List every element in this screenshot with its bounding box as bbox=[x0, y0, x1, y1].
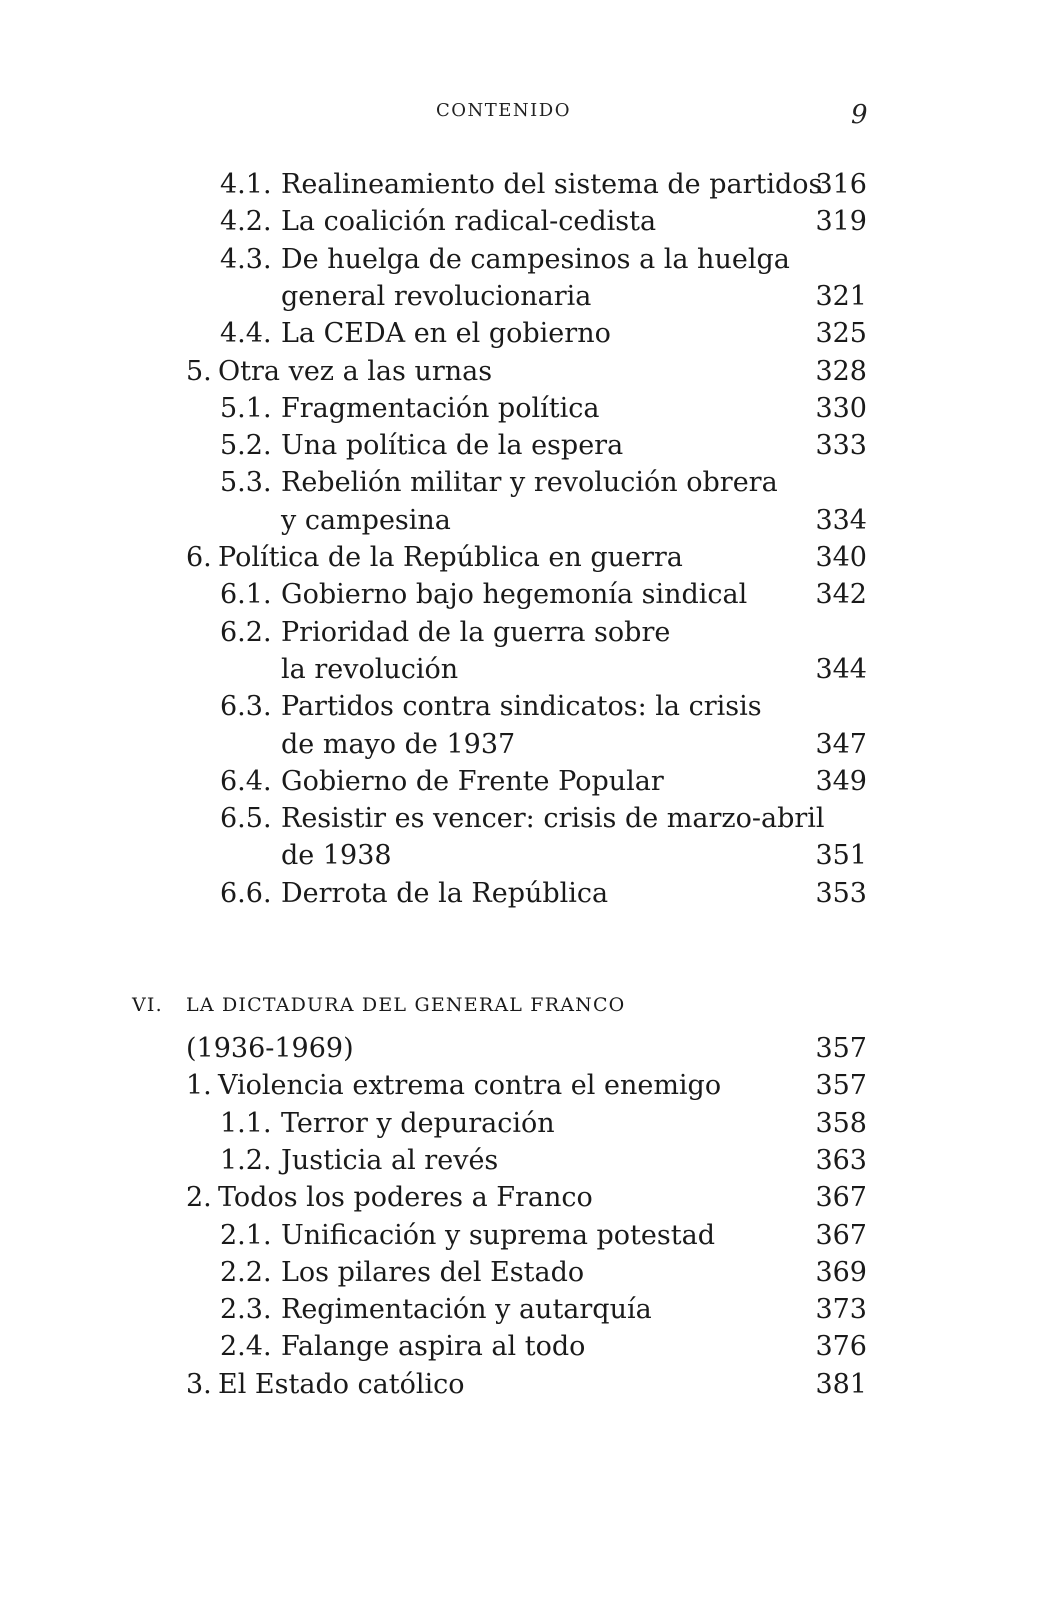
toc-entry-page: 367 bbox=[815, 1182, 867, 1214]
toc-entry-number: 1.1. bbox=[220, 1107, 272, 1139]
toc-entry-number: 2.3. bbox=[220, 1294, 272, 1326]
toc-entry-page: 344 bbox=[815, 653, 867, 685]
toc-entry bbox=[0, 726, 1045, 764]
toc-entry-title: El Estado católico bbox=[218, 1368, 465, 1400]
toc-entry bbox=[0, 1067, 1045, 1105]
toc-entry-page: 363 bbox=[815, 1144, 867, 1176]
toc-entry-page: 330 bbox=[815, 392, 867, 424]
toc-entry-title: Gobierno de Frente Popular bbox=[281, 765, 664, 797]
toc-entry bbox=[0, 837, 1045, 875]
toc-entry-number: 2.4. bbox=[220, 1331, 272, 1363]
toc-entry bbox=[0, 278, 1045, 316]
part-label: VI. bbox=[132, 994, 163, 1016]
toc-entry-page: 325 bbox=[815, 318, 867, 350]
toc-entry-title: de mayo de 1937 bbox=[281, 728, 516, 760]
toc-entry-page: 369 bbox=[815, 1256, 867, 1288]
toc-entry bbox=[0, 427, 1045, 465]
toc-entry-title: Violencia extrema contra el enemigo bbox=[218, 1070, 722, 1102]
toc-entry-title: La coalición radical-cedista bbox=[281, 206, 657, 238]
toc-entry-title: Gobierno bajo hegemonía sindical bbox=[281, 579, 748, 611]
toc-entry bbox=[0, 688, 1045, 726]
toc-entry-title: Derrota de la República bbox=[281, 877, 609, 909]
toc-entry-title: Una política de la espera bbox=[281, 430, 624, 462]
running-head: CONTENIDO bbox=[436, 100, 571, 121]
toc-entry-page: 358 bbox=[815, 1107, 867, 1139]
toc-entry-number: 6.4. bbox=[220, 765, 272, 797]
toc-entry-title: La CEDA en el gobierno bbox=[281, 318, 611, 350]
toc-entry bbox=[0, 1142, 1045, 1180]
toc-entry-number: 6.6. bbox=[220, 877, 272, 909]
toc-entry-number: 5. bbox=[186, 355, 212, 387]
toc-entry-title: general revolucionaria bbox=[281, 280, 592, 312]
toc-entry bbox=[0, 502, 1045, 540]
toc-entry-page: 316 bbox=[815, 169, 867, 200]
toc-entry bbox=[0, 1328, 1045, 1366]
toc-entry bbox=[0, 576, 1045, 614]
toc-entry-title: Fragmentación política bbox=[281, 392, 600, 424]
toc-entry bbox=[0, 1217, 1045, 1255]
toc-entry-title: la revolución bbox=[281, 653, 459, 685]
toc-entry bbox=[0, 800, 1045, 838]
toc-entry-number: 6.2. bbox=[220, 616, 272, 648]
toc-entry-title: Unificación y suprema potestad bbox=[281, 1219, 715, 1251]
toc-entry bbox=[0, 763, 1045, 801]
toc-entry-number: 4.1. bbox=[220, 169, 272, 200]
toc-entry-page: 376 bbox=[815, 1331, 867, 1363]
toc-entry-number: 3. bbox=[186, 1368, 212, 1400]
toc-entry-page: 347 bbox=[815, 728, 867, 760]
toc-entry bbox=[0, 651, 1045, 689]
toc-entry-title: Política de la República en guerra bbox=[218, 542, 683, 573]
toc-entry-title: De huelga de campesinos a la huelga bbox=[281, 243, 790, 275]
toc-entry-page: 357 bbox=[815, 1033, 867, 1064]
toc-entry-number: 4.3. bbox=[220, 243, 272, 275]
toc-entry bbox=[0, 353, 1045, 391]
toc-entry-number: 2.1. bbox=[220, 1219, 272, 1251]
toc-entry-title: Partidos contra sindicatos: la crisis bbox=[281, 691, 762, 723]
toc-entry-page: 381 bbox=[815, 1368, 867, 1400]
part-title: LA DICTADURA DEL GENERAL FRANCO bbox=[186, 994, 626, 1016]
toc-entry-title: y campesina bbox=[281, 504, 451, 536]
toc-entry bbox=[0, 614, 1045, 652]
toc-entry-number: 1.2. bbox=[220, 1144, 272, 1176]
toc-entry bbox=[0, 203, 1045, 241]
toc-entry-title: Prioridad de la guerra sobre bbox=[281, 616, 671, 648]
toc-entry-number: 4.4. bbox=[220, 318, 272, 350]
toc-entry bbox=[0, 1105, 1045, 1143]
toc-entry-page: 351 bbox=[815, 840, 867, 872]
toc-entry bbox=[0, 1179, 1045, 1217]
toc-entry bbox=[0, 166, 1045, 204]
toc-entry bbox=[0, 539, 1045, 577]
toc-entry-number: 5.2. bbox=[220, 430, 272, 462]
toc-entry-page: 321 bbox=[815, 280, 867, 312]
toc-entry-page: 340 bbox=[815, 542, 867, 573]
toc-entry-page: 328 bbox=[815, 355, 867, 387]
toc-entry-number: 2.2. bbox=[220, 1256, 272, 1288]
toc-entry-page: 334 bbox=[815, 504, 867, 536]
toc-entry-page: 333 bbox=[815, 430, 867, 462]
toc-entry bbox=[0, 241, 1045, 279]
toc-entry bbox=[0, 464, 1045, 502]
toc-entry-title: Realineamiento del sistema de partidos bbox=[281, 169, 823, 200]
toc-entry-title: (1936-1969) bbox=[186, 1033, 354, 1064]
toc-entry-number: 1. bbox=[186, 1070, 212, 1102]
toc-entry bbox=[0, 1291, 1045, 1329]
toc-entry bbox=[0, 1030, 1045, 1068]
toc-entry bbox=[0, 1254, 1045, 1292]
toc-entry-title: de 1938 bbox=[281, 840, 392, 872]
page-number: 9 bbox=[851, 100, 868, 130]
toc-entry-number: 5.3. bbox=[220, 467, 272, 499]
toc-entry-number: 6.3. bbox=[220, 691, 272, 723]
toc-entry-title: Resistir es vencer: crisis de marzo-abril bbox=[281, 803, 825, 835]
toc-entry-page: 353 bbox=[815, 877, 867, 909]
toc-entry-number: 6.1. bbox=[220, 579, 272, 611]
toc-entry-page: 357 bbox=[815, 1070, 867, 1102]
toc-entry-number: 5.1. bbox=[220, 392, 272, 424]
toc-entry-page: 319 bbox=[815, 206, 867, 238]
toc-entry-title: Rebelión militar y revolución obrera bbox=[281, 467, 778, 499]
toc-entry-page: 342 bbox=[815, 579, 867, 611]
toc-entry-title: Otra vez a las urnas bbox=[218, 355, 493, 387]
toc-entry-number: 6.5. bbox=[220, 803, 272, 835]
toc-entry-title: Todos los poderes a Franco bbox=[218, 1182, 593, 1214]
toc-entry-title: Justicia al revés bbox=[281, 1144, 499, 1176]
toc-entry-page: 367 bbox=[815, 1219, 867, 1251]
toc-entry-title: Los pilares del Estado bbox=[281, 1256, 585, 1288]
toc-entry-number: 4.2. bbox=[220, 206, 272, 238]
toc-entry-title: Regimentación y autarquía bbox=[281, 1294, 652, 1326]
toc-entry bbox=[0, 390, 1045, 428]
toc-entry-number: 2. bbox=[186, 1182, 212, 1214]
toc-entry-title: Terror y depuración bbox=[281, 1107, 555, 1139]
toc-entry bbox=[0, 1366, 1045, 1404]
toc-entry-page: 349 bbox=[815, 765, 867, 797]
toc-entry-title: Falange aspira al todo bbox=[281, 1331, 586, 1363]
toc-entry-number: 6. bbox=[186, 542, 212, 573]
toc-entry bbox=[0, 315, 1045, 353]
toc-entry-page: 373 bbox=[815, 1294, 867, 1326]
toc-entry bbox=[0, 875, 1045, 913]
